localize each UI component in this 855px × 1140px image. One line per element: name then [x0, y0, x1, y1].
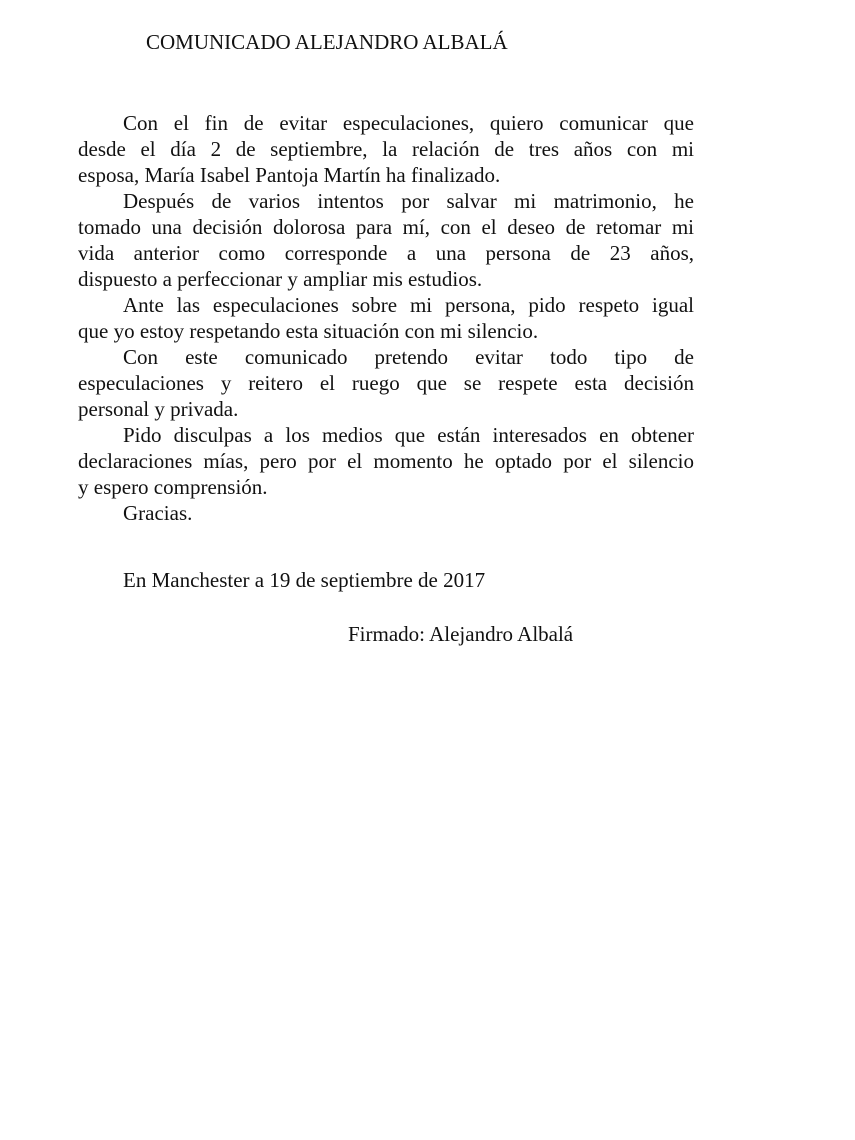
paragraph-6: [78, 500, 694, 526]
paragraph-line: Con este comunicado pretendo evitar todo tipo de: [123, 345, 694, 369]
paragraph-line: tomado una decisión dolorosa para mí, con el deseo de retomar mi: [78, 215, 694, 239]
paragraph-line: Pido disculpas a los medios que están interesados en obtener: [123, 423, 694, 447]
paragraph-1: [78, 110, 694, 188]
closing-thanks: Gracias.: [123, 501, 193, 525]
place-and-date: En Manchester a 19 de septiembre de 2017: [123, 568, 486, 592]
paragraph-line: personal y privada.: [78, 397, 239, 421]
paragraph-4: [78, 344, 694, 422]
paragraph-2: [78, 188, 694, 292]
paragraph-line: esposa, María Isabel Pantoja Martín ha finalizado.: [78, 163, 501, 187]
document-title: COMUNICADO ALEJANDRO ALBALÁ: [146, 30, 508, 54]
paragraph-line: especulaciones y reitero el ruego que se respete esta decisión: [78, 371, 694, 395]
paragraph-line: Con el fin de evitar especulaciones, quiero comunicar que: [123, 111, 694, 135]
paragraph-line: vida anterior como corresponde a una persona de 23 años,: [78, 241, 694, 265]
paragraph-line: Después de varios intentos por salvar mi matrimonio, he: [123, 189, 694, 213]
paragraph-5: [78, 422, 694, 500]
paragraph-line: que yo estoy respetando esta situación con mi silencio.: [78, 319, 539, 343]
paragraph-line: desde el día 2 de septiembre, la relación de tres años con mi: [78, 137, 694, 161]
paragraph-line: dispuesto a perfeccionar y ampliar mis estudios.: [78, 267, 483, 291]
document-body: [78, 110, 694, 526]
paragraph-line: declaraciones mías, pero por el momento he optado por el silencio: [78, 449, 694, 473]
paragraph-3: [78, 292, 694, 344]
paragraph-line: Ante las especulaciones sobre mi persona, pido respeto igual: [123, 293, 694, 317]
signature: Firmado: Alejandro Albalá: [348, 622, 574, 646]
paragraph-line: y espero comprensión.: [78, 475, 268, 499]
